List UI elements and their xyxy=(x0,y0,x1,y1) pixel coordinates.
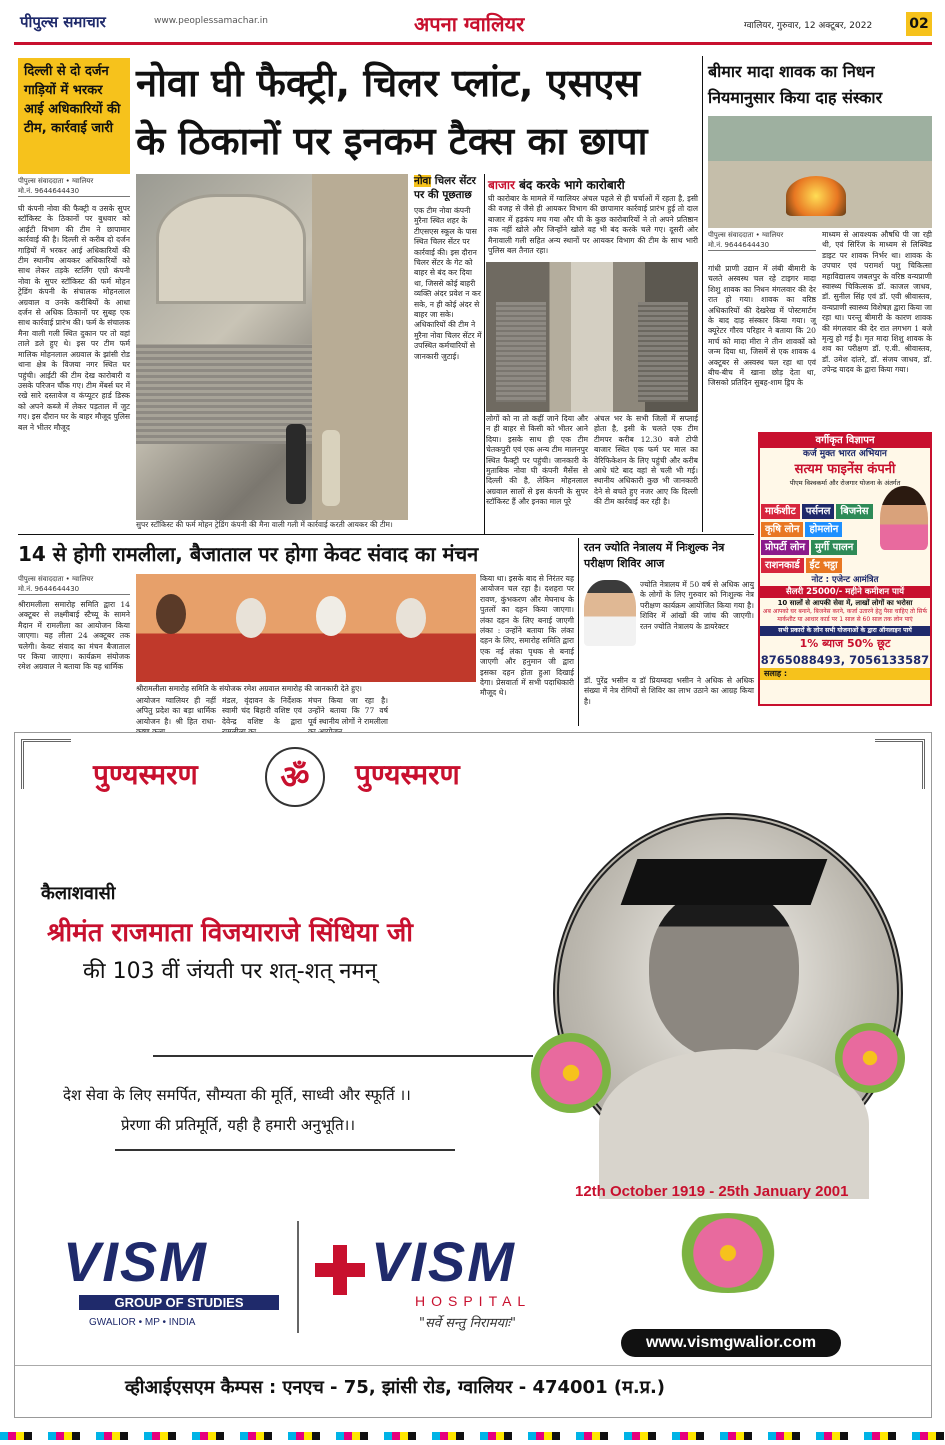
classified-tagline: पीएम विश्वकर्मा और रोजगार योजना के अंतर्गत xyxy=(789,479,901,487)
ramlila-col-b: आयोजन ग्वालियर ही नहीं अपितु प्रदेश का बड़ा धार्मिक आयोजन है। श्री हित राधा- xyxy=(136,696,216,726)
flower-bouquet xyxy=(835,1023,905,1093)
loan-item: होमलोन xyxy=(805,522,842,537)
ramlila-byline xyxy=(18,574,130,595)
eye-camp-headline: रतन ज्योति नेत्रालय में निःशुल्क नेत्र परीक्षण शिविर आज xyxy=(584,541,725,570)
classified-line1: 10 सालों से आपकी सेवा में, लाखों लोगों का भरोसा xyxy=(777,599,913,607)
vism-hospital-logo: VISM xyxy=(371,1230,516,1293)
loan-item: ईंट भट्ठा xyxy=(806,558,842,573)
dateline: ग्वालियर, गुरुवार, 12 अक्टूबर, 2022 xyxy=(744,21,873,31)
nova-body: एक टीम नोवा कंपनी मुरैना स्थित शहर के टीएसएस स्कूल के पास स्थित चिलर सेंटर पर कार्रवाई की। इस दौरान चिलर सेंटर के गेट को बाहर से बंद कर दिया था, जिससे कोई बाहरी व्यक्ति अंदर प्रवेश न कर सके, न ही कोई अंदर से बाहर जा सके। अधिकारियों की टीम ने मुरैना नोवा चिलर सेंटर में उपस्थित कर्मचारियों से जानकारी जुटाई। xyxy=(414,206,482,361)
classified-sub: कर्ज मुक्त भारत अभियान xyxy=(803,449,887,459)
bazar-title-rest: बंद करके भागे कारोबारी xyxy=(519,178,625,192)
bazar-intro: घी कारोबार के मामले में ग्वालियर अंचल पहले से ही चर्चाओं में रहता है, इसी की वजह से जैसे ही आयकर विभाग की छापामार कार्रवाई प्रारंभ हुई तो दाल बाजार में हड़कंप मच गया और घी के कुछ कारोबारियों ने तो अपने प्रतिष्ठान तक नहीं खोले और जिन्होंने खोले वह भी बंद करके चले गए। दूसरी ओर मैनावाली गली सहित अन्य स्थानों पर आयकर विभाग की टीम के साथ भारी पुलिस बल तैनात रहा। xyxy=(488,194,698,256)
nova-title-1: नोवा xyxy=(414,175,432,187)
cub-headline-2: नियमानुसार किया दाह संस्कार xyxy=(708,88,883,107)
vism-website[interactable]: www.vismgwalior.com xyxy=(621,1329,841,1357)
lead-kicker: दिल्ली से दो दर्जन गाड़ियों में भरकर आई अधिकारियों की टीम, कार्रवाई जारी xyxy=(18,58,130,174)
classified-line3: सभी प्रकारों के लोन सभी योजनाओं के द्वारा ऑनलाइन पायें xyxy=(760,626,930,636)
paper-name: पीपुल्स समाचार xyxy=(20,13,106,31)
tribute-heading-left: पुण्यस्मरण xyxy=(93,758,198,791)
vism-group-sub: GROUP OF STUDIES xyxy=(79,1295,279,1310)
loan-item: बिजनेस xyxy=(836,504,872,519)
cub-headline-1: बीमार मादा शावक का निधन xyxy=(708,62,875,81)
byline-phone: मो.नं. 9644644430 xyxy=(18,187,80,195)
classified-footer: सलाह : xyxy=(760,668,930,680)
verse-rule xyxy=(115,1149,455,1151)
tribute-heading-right: पुण्यस्मरण xyxy=(355,758,460,791)
loan-item: मार्कशीट xyxy=(761,504,800,519)
eye-camp-body-c: डॉ. पुरेंद्र भसीन व डॉ प्रियम्वदा भसीन ने अधिक से अधिक संख्या में नेत्र रोगियों से शिविर का लाभ उठाने का आग्रह किया है। xyxy=(584,676,754,706)
portrait-face xyxy=(649,889,799,1059)
tribute-verse-1: देश सेवा के लिए समर्पित, सौम्यता की मूर्ति, साध्वी और स्फूर्ति ।। xyxy=(63,1086,411,1104)
byline-text: पीपुल्स संवाददाता • ग्वालियर xyxy=(18,177,94,185)
loan-item: कृषि लोन xyxy=(761,522,803,537)
logo-divider xyxy=(297,1221,299,1333)
bazar-col-a: लोगों को ना तो कहीं जाने दिया और न ही बाहर से किसी को भीतर आने दिया। इसके साथ ही एक टीम चेतकपुरी एवं एक अन्य टीम मालनपुर स्थित फैक्ट्री पर पहुंची। जानकारी के मुताबिक नोवा घी कंपनी मैसेंस से दिल्ली की है, लेकिन मोहनलाल अग्रवाल सालों से इस कंपनी के सुपर स्टॉकिस्ट हैं और इनका माल पूरे xyxy=(486,414,588,507)
byline-phone: मो.नं. 9644644430 xyxy=(18,585,80,593)
cub-col-a: गांधी प्राणी उद्यान में लंबी बीमारी के चलते अस्वस्थ चल रहे टाइगर मादा शिशु शावक का निधन मंगलवार की देर रात हो गया। शावक का वरिष्ठ अधिकारियों की देखरेख में पोस्टमार्टम के बाद दाह संस्कार किया गया। जू क्यूरेटर गौरव परिहार ने बताया कि 20 मार्च को मादा मीरा ने तीन शावकों को जन्म दिया था, जिसमें से एक शावक 4 अक्टूबर से अस्वस्थ चल रहा था एवं बीच-बीच में खाना छोड़ देता था, जिसको प्रतिदिन सुबह-शाम ड्रिप के xyxy=(708,264,816,388)
lead-photo-caption: सुपर स्टॉकिस्ट की फर्म मोहन ट्रेडिंग कंपनी की मैना वाली गली में कार्रवाई करती आयकर की टीम। xyxy=(136,520,393,529)
cub-photo xyxy=(708,116,932,228)
tribute-name: श्रीमंत राजमाता विजयाराजे सिंधिया जी xyxy=(47,918,414,948)
lead-headline-2: के ठिकानों पर इनकम टैक्स का छापा xyxy=(136,119,648,163)
cub-col-b: माध्यम से आवश्यक औषधि पी जा रही थी, एवं सिरिंज के माध्यम से लिक्विड डाइट पर शावक निर्भर था। शावक के उपचार एवं परामर्श पशु चिकित्सा महाविद्यालय जबलपुर के वरिष्ठ वन्यप्राणी स्वास्थ्य चिकित्सक डॉ. काजल जाधव, डॉ. सुनील सिंह एवं डॉ. एवी श्रीवास्तव, वन्यप्राणी स्वास्थ्य विशेषज्ञ द्वारा किया जा रहा था। परन्तु बीमारी के कारण शावक की मंगलवार की देर रात लगभग 1 बजे मृत्यु हो गई है। मृत मादा शिशु शावक के शव का परीक्षण डॉ. ए.वी. श्रीवास्तव, डॉ. उमेश दांतरे, डॉ. संजय जाधव, डॉ. उपेन्द्र यादव के द्वारा किया गया। xyxy=(822,230,932,375)
ramlila-col-e: किया था। इसके बाद से निरंतर यह आयोजन चल रहा है। दशहरा पर रावण, कुंभकरण और मेघनाथ के पुतलों का दहन किया जाएगा। लंका दहन के लिए बनाई जाएगी लंका : उन्होंने बताया कि लंका दहन के लिए, समारोह समिति द्वारा एक नई लंका पृथक से बनाई जाएगी और हनुमान जी द्वारा इसका दहन होता हुआ दिखाई देगा। प्रेसवार्ता में सभी पदाधिकारी मौजूद थे। xyxy=(480,574,574,698)
tribute-prefix: कैलाशवासी xyxy=(41,883,116,904)
loan-item: मुर्गी पालन xyxy=(811,540,857,555)
vism-group-logo: VISM xyxy=(63,1230,208,1293)
om-symbol: ॐ xyxy=(265,747,325,807)
address-rule xyxy=(15,1365,931,1366)
tribute-jayanti: की 103 वीं जंयती पर शत्-शत् नमन् xyxy=(83,959,377,984)
section-rule xyxy=(18,534,754,535)
nova-title-2: चिलर सेंटर पर की पूछताछ xyxy=(414,175,476,201)
ramlila-col-c: मंडल, वृंदावन के निर्देशक स्वामी चंद बिहारी वशिष्ट एवं देवेन्द्र वशिष्ट के द्वारा xyxy=(222,696,302,726)
woman-photo xyxy=(880,486,928,550)
loan-item: राशनकार्ड xyxy=(761,558,804,573)
ramlila-col-d: मंचन किया जा रहा है। उन्होंने बताया कि 77 वर्ष पूर्व स्थानीय लोगों ने रामलीला xyxy=(308,696,388,726)
classified-ad xyxy=(758,432,932,706)
classified-note: नोट : एजेन्ट आमंत्रित xyxy=(811,575,879,585)
vism-address: व्हीआईएसएम कैम्पस : एनएच - 75, झांसी रोड, ग्वालियर - 474001 (म.प्र.) xyxy=(125,1377,666,1398)
portrait-gown xyxy=(599,1049,869,1199)
portrait-cap xyxy=(621,859,828,905)
loan-list xyxy=(760,502,880,574)
lead-headline-1: नोवा घी फैक्ट्री, चिलर प्लांट, एसएस xyxy=(136,61,641,105)
flower-bouquet xyxy=(531,1033,611,1113)
classified-company: सत्यम फाइनेंस कंपनी xyxy=(794,462,896,477)
lead-photo xyxy=(136,174,408,520)
corner-ornament xyxy=(21,739,71,789)
lead-body: घी कंपनी नोवा की फैक्ट्री व उसके सुपर स्टॉकिस्ट के ठिकानों पर बुधवार को आईटी विभाग की टीम ने छापामार कार्रवाई की है। दिल्ली से करीब दो दर्जन गाड़ियों में भरकर आई अधिकारियों की टीम स्थानीय आयकर अधिकारियों को साथ लेकर तड़के स्टर्लिंग एग्रो कंपनी नोवा के सुपर स्टॉकिस्ट की फर्म मोहन ट्रेडिंग कंपनी के संचालक मोहनलाल अग्रवाल व उनके करीबियों के आधा दर्जन से अधिक ठिकानों पर सुबह एक साथ कार्रवाई प्रारंभ की। फर्म के संचालक मैना वाली गली स्थित दुकान पर तो वहां ताले डले हुए थे। इस पर टीम फर्म मालिक मोहनलाल अग्रवाल के झांसी रोड थाना क्षेत्र के विजया नगर स्थित घर पहुंची। आईटी की टीम देख कारोबारी व उसके परिजन चौंक गए। टीम मेंबर्स घर में रखे सारे दस्तावेज व कंप्यूटर हार्ड डिस्क को अपने कब्जे में लेकर पड़ताल में जुट गए। इस दौरान घर के बाहर मौजूद पुलिस बल ने भीतर मौजूद xyxy=(18,204,130,432)
classified-rate: 1% ब्याज 50% छूट xyxy=(799,637,891,650)
ramlila-headline: 14 से होगी रामलीला, बैजाताल पर होगा केवट संवाद का मंचन xyxy=(18,542,479,566)
bazar-title-red: बाजार xyxy=(488,178,515,192)
verse-rule xyxy=(153,1055,533,1057)
bazar-col-b: अंचल भर के सभी जिलों में सप्लाई होता है, इसी के चलते एक टीम टीमपर करीब 12.30 बजे टोपी बाजार स्थित एक फर्म पर माल का वेरिफिकेशन के लिए पहुंची और करीब आधे घंटे बाद वहां से चली भी गई। स्थानीय अधिकारी कुछ भी जानकारी देने से बचते हुए नजर आए कि दिल्ली की टीम कार्रवाई कर रही है। xyxy=(594,414,698,507)
column-rule xyxy=(578,538,579,726)
loan-item: प्रोपर्टी लोन xyxy=(761,540,809,555)
corner-ornament xyxy=(875,739,925,789)
classified-header: वर्गीकृत विज्ञापन xyxy=(760,434,930,448)
ramlila-photo xyxy=(136,574,476,682)
column-rule xyxy=(702,56,703,532)
section-title: अपना ग्वालियर xyxy=(414,12,525,36)
byline-phone: मो.नं. 9644644430 xyxy=(708,241,770,249)
nova-sidebar xyxy=(414,174,482,518)
cub-byline xyxy=(708,230,816,251)
vism-hospital-sub: HOSPITAL xyxy=(415,1293,532,1309)
loan-item: पर्सनल xyxy=(802,504,835,519)
paper-url[interactable]: www.peoplessamachar.in xyxy=(154,16,268,26)
byline-text: पीपुल्स संवाददाता • ग्वालियर xyxy=(708,231,784,239)
medical-cross-icon xyxy=(315,1245,365,1295)
portrait-frame xyxy=(553,813,903,1173)
classified-salary: सैलरी 25000/- महीने कमीशन पायें xyxy=(760,586,930,598)
vism-group-loc: GWALIOR • MP • INDIA xyxy=(89,1317,196,1328)
ramlila-col-a: श्रीरामलीला समारोह समिति द्वारा 14 अक्टूबर से लक्ष्मीबाई स्टैच्यू के सामने मैदान में रामलीला का आयोजन किया जाएगा। यह लीला 24 अक्टूबर तक चलेगी। केवट संवाद का मंचन बैजाताल पर किया जाएगा। कार्यक्रम संयोजक रमेश अग्रवाल ने बताया कि यह धार्मिक xyxy=(18,600,130,672)
eye-camp-body-b: ज्योति नेत्रालय में 50 वर्ष से अधिक आयु के लोगों के लिए गुरुवार को निःशुल्क नेत्र परीक्षण कार्यक्रम आयोजित किया गया है। शिविर में आंखों की जांच की जाएगी। रतन ज्योति नेत्रालय के डायरेक्टर xyxy=(640,580,754,631)
ramlila-photo-caption: श्रीरामलीला समारोह समिति के संयोजक रमेश अग्रवाल समारोह की जानकारी देते हुए। xyxy=(136,684,362,693)
classified-phones[interactable]: 8765088493, 7056133587 xyxy=(760,653,930,667)
flower-bouquet xyxy=(663,1213,793,1293)
print-registration-strip xyxy=(0,1432,945,1440)
classified-line2: अब आपको घर बनाने, बिजनेस करने, कर्जा उतारने हेतु पैसा चाहिए तो सिर्फ मार्कशीट या आधार कार्ड पर 1 साल से 60 साल तक लोन पाएं xyxy=(762,608,928,623)
tribute-dates: 12th October 1919 - 25th January 2001 xyxy=(575,1183,849,1200)
doctor-photo xyxy=(584,580,636,646)
page-number: 02 xyxy=(906,12,932,36)
masthead-rule xyxy=(14,42,932,45)
lead-byline xyxy=(18,176,130,197)
bazar-headline xyxy=(488,176,698,193)
tribute-verse-2: प्रेरणा की प्रतिमूर्ति, यही है हमारी अनुभूति।। xyxy=(121,1116,356,1134)
byline-text: पीपुल्स संवाददाता • ग्वालियर xyxy=(18,575,94,583)
column-rule xyxy=(484,174,485,534)
bazar-photo xyxy=(486,262,698,412)
vism-motto: "सर्वे सन्तु निरामयाः" xyxy=(419,1316,517,1331)
masthead xyxy=(14,6,932,46)
tribute-ad xyxy=(14,732,932,1418)
